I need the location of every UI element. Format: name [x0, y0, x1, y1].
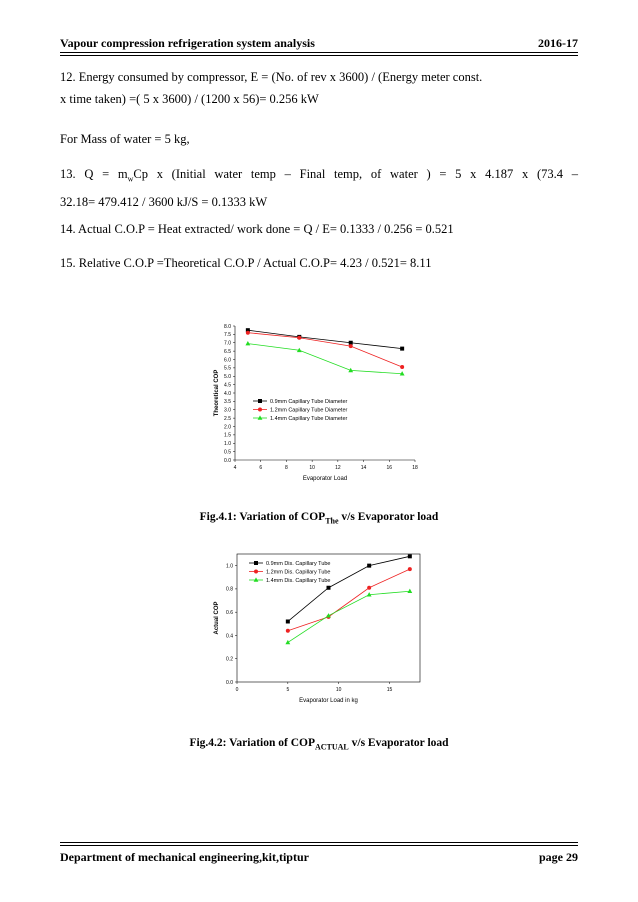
step-15-line: 15. Relative C.O.P =Theoretical C.O.P / Actual C.O.P= 4.23 / 0.521= 8.11 [60, 256, 432, 270]
step-13-part-a: 13. Q = m [60, 167, 128, 181]
series-line [248, 333, 402, 367]
x-tick-label: 14 [360, 465, 367, 471]
fig1-caption-b: v/s Evaporator load [338, 511, 439, 523]
legend-marker [254, 570, 258, 574]
y-tick-label: 0.5 [224, 449, 231, 456]
legend-entry: 0.9mm Dis. Capillary Tube [266, 561, 331, 567]
step-12-line-2: x time taken) =( 5 x 3600) / (1200 x 56)= 0.256 kW [60, 92, 319, 106]
y-tick-label: 3.0 [224, 407, 231, 414]
y-tick-label: 0.6 [226, 609, 233, 616]
figure-4-2-caption [0, 737, 638, 751]
data-point [400, 365, 404, 369]
data-point [327, 586, 331, 590]
step-13-subscript: w [127, 174, 134, 184]
x-tick-label: 8 [285, 465, 288, 471]
legend-marker [258, 408, 262, 412]
header-title: Vapour compression refrigeration system analysis [60, 36, 315, 50]
theoretical-cop-chart [205, 318, 430, 488]
data-point [349, 344, 353, 348]
y-tick-label: 0.0 [224, 457, 231, 464]
step-12 [60, 66, 578, 110]
x-tick-label: 10 [335, 687, 342, 693]
y-tick-label: 1.5 [224, 432, 231, 439]
y-axis-label: Theoretical COP [214, 369, 220, 417]
y-axis-label: Actual COP [214, 601, 220, 635]
data-point [246, 331, 250, 335]
x-tick-label: 15 [386, 687, 393, 693]
y-tick-label: 2.5 [224, 415, 231, 422]
data-point [297, 336, 301, 340]
mass-of-water [60, 128, 578, 150]
footer-page-number: page 29 [539, 850, 578, 864]
step-14 [60, 218, 578, 240]
header-rule-thin [60, 55, 578, 56]
y-tick-label: 2.0 [224, 424, 231, 431]
y-tick-label: 7.5 [224, 332, 231, 339]
fig2-caption-sub: ACTUAL [314, 742, 349, 752]
legend-marker [258, 415, 263, 419]
footer-rule [60, 842, 578, 843]
header-year: 2016-17 [538, 36, 578, 50]
x-tick-label: 5 [286, 687, 290, 693]
legend-entry: 1.4mm Capillary Tube Diameter [270, 416, 348, 422]
x-tick-label: 6 [259, 465, 263, 471]
x-tick-label: 10 [309, 465, 315, 471]
mass-line: For Mass of water = 5 kg, [60, 132, 190, 146]
series-line [288, 591, 410, 642]
step-13-part-b: Cp x (Initial water temp – Final temp, of water ) = 5 x 4.187 x (73.4 – [133, 167, 578, 181]
step-15 [60, 252, 578, 274]
data-point [245, 341, 250, 345]
y-tick-label: 0.8 [226, 586, 233, 593]
step-13-line-2: 32.18= 479.412 / 3600 kJ/S = 0.1333 kW [60, 194, 268, 209]
x-axis-label: Evaporator Load in kg [299, 698, 358, 704]
y-tick-label: 4.0 [224, 390, 231, 397]
x-tick-label: 4 [233, 465, 237, 471]
y-tick-label: 1.0 [224, 441, 231, 448]
y-tick-label: 6.0 [224, 357, 231, 364]
x-tick-label: 18 [412, 465, 418, 471]
series-line [248, 330, 402, 348]
y-tick-label: 3.5 [224, 399, 231, 406]
header-rule [60, 52, 578, 53]
y-tick-label: 8.0 [224, 323, 231, 330]
data-point [408, 567, 412, 571]
y-tick-label: 5.0 [224, 374, 231, 381]
legend-marker [254, 561, 258, 565]
x-tick-label: 16 [386, 465, 393, 471]
x-axis-label: Evaporator Load [302, 476, 348, 482]
data-point [408, 554, 412, 558]
data-point [407, 589, 412, 593]
y-tick-label: 4.5 [224, 382, 231, 389]
step-13-line-1 [60, 163, 578, 191]
data-point [367, 564, 371, 568]
series-line [248, 344, 402, 374]
y-tick-label: 0.4 [226, 633, 233, 640]
legend-entry: 0.9mm Capillary Tube Diameter [270, 399, 348, 405]
legend-marker [254, 577, 259, 581]
x-tick-label: 0 [235, 687, 239, 693]
page-footer [60, 842, 578, 864]
y-tick-label: 0.0 [226, 679, 233, 686]
step-13 [60, 163, 578, 213]
y-tick-label: 5.5 [224, 365, 231, 372]
actual-cop-chart [205, 550, 430, 710]
fig1-caption-a: Fig.4.1: Variation of COP [199, 511, 326, 523]
legend-entry: 1.4mm Dis. Capillary Tube [266, 578, 331, 584]
footer-rule-thin [60, 845, 578, 846]
step-12-line-1: 12. Energy consumed by compressor, E = (No. of rev x 3600) / (Energy meter const. [60, 70, 483, 84]
y-tick-label: 6.5 [224, 348, 231, 355]
fig2-caption-b: v/s Evaporator load [348, 737, 449, 749]
footer-department: Department of mechanical engineering,kit,tiptur [60, 850, 309, 864]
y-tick-label: 1.0 [226, 563, 233, 570]
data-point [285, 640, 290, 644]
y-tick-label: 7.0 [224, 340, 231, 347]
y-tick-label: 0.2 [226, 656, 233, 663]
page-header [60, 36, 578, 50]
data-point [286, 629, 290, 633]
step-14-line: 14. Actual C.O.P = Heat extracted/ work done = Q / E= 0.1333 / 0.256 = 0.521 [60, 222, 454, 236]
data-point [286, 619, 290, 623]
data-point [367, 586, 371, 590]
legend-marker [258, 399, 262, 403]
legend-entry: 1.2mm Dis. Capillary Tube [266, 569, 331, 576]
figure-4-1-caption [0, 511, 638, 525]
fig1-caption-sub: The [325, 516, 339, 526]
x-tick-label: 12 [335, 465, 341, 471]
legend-entry: 1.2mm Capillary Tube Diameter [270, 407, 348, 414]
fig2-caption-a: Fig.4.2: Variation of COP [189, 737, 315, 749]
data-point [400, 347, 404, 351]
